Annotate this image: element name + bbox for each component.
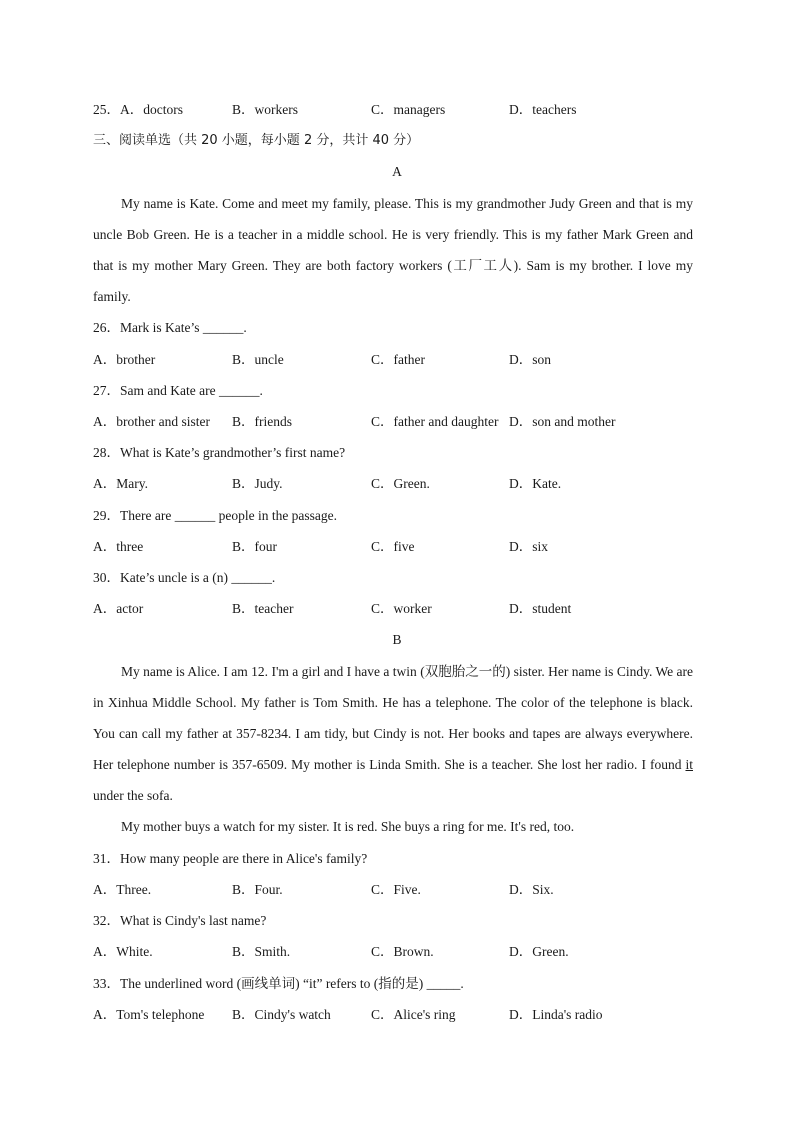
q26-option-d: D．son (509, 352, 552, 367)
q31-option-a: A．Three. (93, 882, 152, 897)
q27-option-d: D．son and mother (509, 414, 616, 429)
passage-b-text (93, 656, 693, 842)
q27-option-b: B．friends (232, 414, 292, 429)
q32-option-c: C．Brown. (371, 944, 434, 959)
q30-stem: 30．Kate’s uncle is a (n) ______. (93, 570, 276, 585)
passage-a-text (93, 188, 693, 312)
q25-option-d: D．teachers (509, 102, 577, 117)
underlined-word: it (685, 757, 693, 772)
q33-option-b: B．Cindy's watch (232, 1007, 331, 1022)
q26-stem: 26．Mark is Kate’s ______. (93, 320, 247, 335)
q25-option-a: 25．A．doctors (93, 102, 183, 117)
q25-option-b: B．workers (232, 102, 298, 117)
q28-option-c: C．Green. (371, 476, 430, 491)
q31-stem: 31．How many people are there in Alice's family? (93, 851, 368, 866)
q28-option-a: A．Mary. (93, 476, 148, 491)
q28-option-d: D．Kate. (509, 476, 562, 491)
q28-stem: 28．What is Kate’s grandmother’s first name? (93, 445, 346, 460)
passage-b-text-part1: My name is Alice. I am 12. I'm a girl and I have a twin (双胞胎之一的) sister. Her name is Cindy. We are in Xinhua Middle School. My father is Tom Smith. He has a telephone. The color of the telephone is black. You can call my father at 357-8234. I am tidy, but Cindy is not. Her books and tapes are always everywhere. Her telephone number is 357-6509. My mother is Linda Smith. She is a teacher. She lost her radio. I found (93, 664, 693, 772)
q33-option-a: A．Tom's telephone (93, 1007, 205, 1022)
q26-options (93, 351, 713, 369)
q32-stem: 32．What is Cindy's last name? (93, 913, 267, 928)
q26-option-a: A．brother (93, 352, 156, 367)
passage-a-paragraph: My name is Kate. Come and meet my family, please. This is my grandmother Judy Green and that is my uncle Bob Green. He is a teacher in a middle school. He is very friendly. This is my father Mark Green and that is my mother Mary Green. They are both factory workers (工厂工人). Sam is my brother. I love my family. (93, 196, 693, 304)
passage-b-label: B (392, 632, 402, 647)
q31-option-b: B．Four. (232, 882, 283, 897)
passage-b-paragraph-2: My mother buys a watch for my sister. It is red. She buys a ring for me. It's red, too. (121, 819, 575, 834)
q29-option-b: B．four (232, 539, 277, 554)
q30-option-d: D．student (509, 601, 572, 616)
passage-b-paragraph-1 (93, 656, 693, 811)
q33-stem: 33．The underlined word (画线单词) “it” refers to (指的是) _____. (93, 976, 464, 991)
q27-option-a: A．brother and sister (93, 414, 210, 429)
q32-options (93, 943, 713, 961)
q27-options (93, 413, 713, 431)
q30-option-c: C．worker (371, 601, 432, 616)
q29-option-a: A．three (93, 539, 144, 554)
q29-option-c: C．five (371, 539, 415, 554)
section-heading: 三、阅读单选（共 20 小题，每小题 2 分，共计 40 分） (93, 133, 420, 148)
passage-a-label: A (392, 164, 402, 179)
q31-option-c: C．Five. (371, 882, 421, 897)
q27-option-c: C．father and daughter (371, 414, 499, 429)
passage-b-text-part2: under the sofa. (93, 788, 173, 803)
q31-option-d: D．Six. (509, 882, 554, 897)
q26-option-c: C．father (371, 352, 425, 367)
q29-option-d: D．six (509, 539, 549, 554)
q27-stem: 27．Sam and Kate are ______. (93, 383, 263, 398)
q33-options (93, 1006, 713, 1024)
q28-options (93, 475, 713, 493)
q32-option-d: D．Green. (509, 944, 569, 959)
q30-option-b: B．teacher (232, 601, 294, 616)
q26-option-b: B．uncle (232, 352, 284, 367)
q29-options (93, 538, 713, 556)
q31-options (93, 881, 713, 899)
q25-option-c: C．managers (371, 102, 446, 117)
q30-options (93, 600, 713, 618)
q25-options (93, 101, 713, 119)
q30-option-a: A．actor (93, 601, 144, 616)
q33-option-d: D．Linda's radio (509, 1007, 603, 1022)
q28-option-b: B．Judy. (232, 476, 283, 491)
q29-stem: 29．There are ______ people in the passage. (93, 508, 338, 523)
q32-option-b: B．Smith. (232, 944, 291, 959)
q33-option-c: C．Alice's ring (371, 1007, 456, 1022)
q32-option-a: A．White. (93, 944, 153, 959)
